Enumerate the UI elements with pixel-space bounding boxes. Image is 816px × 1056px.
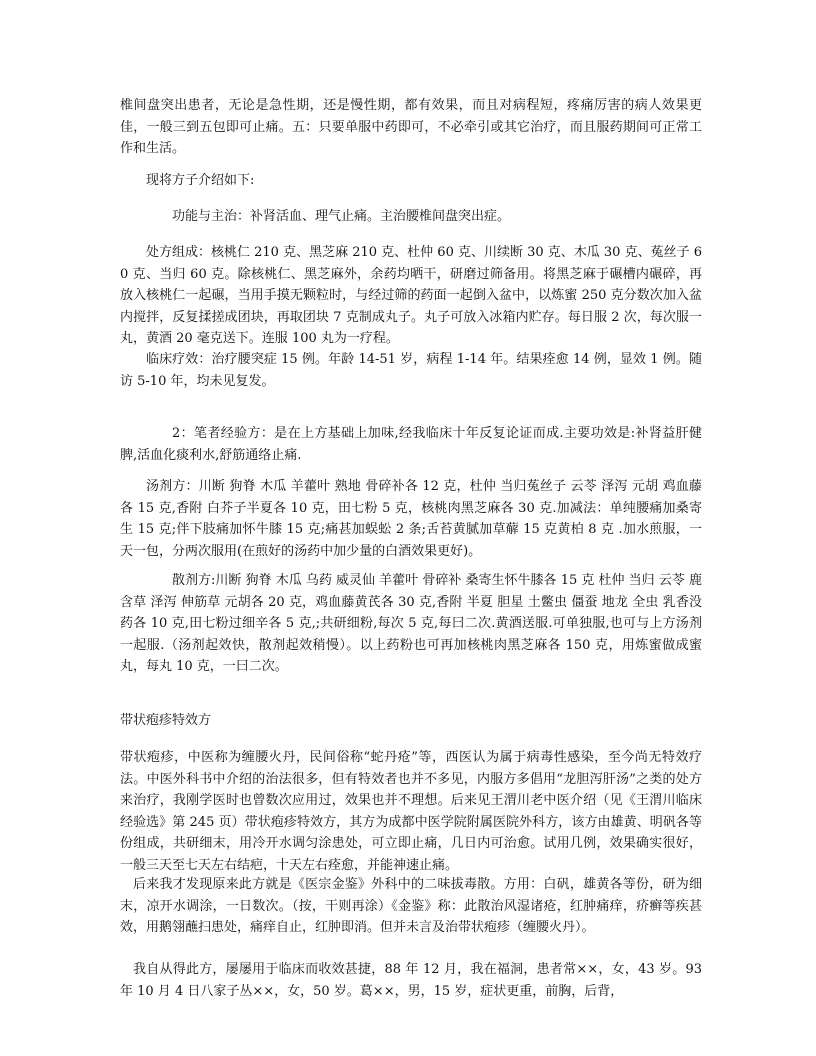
paragraph-clinical-cases: 我自从得此方，屡屡用于临床而收效甚捷，88 年 12 月，我在福洞，患者常××，女，43 岁。93 年 10 月 4 日八家子丛××，女，50 岁。葛××，男，15 岁，症状更重，前胸，后背， [120, 962, 702, 999]
paragraph-experience-formula: 2：笔者经验方：是在上方基础上加味,经我临床十年反复论证而成.主要功效是:补肾益肝健脾,活血化痰利水,舒筋通络止痛. [120, 426, 702, 463]
paragraph-intro-effects: 椎间盘突出患者，无论是急性期，还是慢性期，都有效果，而且对病程短，疼痛厉害的病人效果更佳，一般三到五包即可止痛。五：只要单服中药即可，不必牵引或其它治疗，而且服药期间可正常工作和生活。 [120, 98, 702, 156]
paragraph-clinical-efficacy: 临床疗效：治疗腰突症 15 例。年龄 14-51 岁，病程 1-14 年。结果痊愈 14 例，显效 1 例。随访 5-10 年，均未见复发。 [120, 352, 702, 389]
paragraph-powder-formula: 散剂方:川断 狗脊 木瓜 乌药 威灵仙 羊藿叶 骨碎补 桑寄生怀牛膝各 15 克 杜仲 当归 云苓 鹿含草 泽泻 伸筋草 元胡各 20 克，鸡血藤黄芪各 30 克,香附 半夏 胆星 土鳖虫 僵蚕 地龙 全虫 乳香没药各 10 克,田七粉过细辛各 5 克,;共研细粉,每次 5 克,每曰二次.黄酒送服.可单独服,也可与上方汤剂一起服.（汤剂起效快，散剂起效稍慢）。以上药粉也可再加核桃肉黑芝麻各 150 克，用炼蜜做成蜜丸，每丸 10 克，一曰二次。 [120, 573, 702, 674]
paragraph-prescription-composition: 处方组成：核桃仁 210 克、黑芝麻 210 克、杜仲 60 克、川续断 30 克、木瓜 30 克、菟丝子 60 克、当归 60 克。除核桃仁、黑芝麻外，余药均晒干，研磨过筛备用。将黑芝麻于碾槽内碾碎，再放入核桃仁一起碾，当用手摸无颗粒时，与经过筛的药面一起倒入盆中，以炼蜜 250 克分数次加入盆内搅拌，反复揉搓成团块，再取团块 7 克制成丸子。丸子可放入冰箱内贮存。每日服 2 次，每次服一丸，黄酒 20 毫克送下。连服 100 丸为一疗程。 [120, 245, 702, 346]
paragraph-function-indications: 功能与主治：补肾活血、理气止痛。主治腰椎间盘突出症。 [172, 209, 511, 224]
paragraph-herpes-background: 带状疱疹，中医称为缠腰火丹，民间俗称“蛇丹疮”等，西医认为属于病毒性感染，至今尚无特效疗法。中医外科书中介绍的治法很多，但有特效者也并不多见，内服方多倡用“龙胆泻肝汤”之类的处方来治疗，我刚学医时也曾数次应用过，效果也并不理想。后来见王渭川老中医介绍（见《王渭川临床经验选》第 245 页）带状疱疹特效方，其方为成都中医学院附属医院外科方，该方由雄黄、明矾各等份组成，共研细末，用冷开水调匀涂患处，可立即止痛，几日内可治愈。试用几例，效果确实很好，一般三天至七天左右结疤，十天左右痊愈，并能神速止痛。 [120, 750, 702, 873]
paragraph-discovery-of-formula: 后来我才发现原来此方就是《医宗金鉴》外科中的二味拔毒散。方用：白矾，雄黄各等份，研为细末，凉开水调涂，一日数次。（按，干则再涂）《金鉴》称：此散治风湿诸疮，红肿痛痒，疥癣等疾甚效，用鹅翎蘸扫患处，痛痒自止，红肿即消。但并未言及治带状疱疹（缠腰火丹）。 [120, 877, 702, 935]
paragraph-recipe-intro: 现将方子介绍如下: [146, 173, 255, 188]
section-heading-herpes-zoster: 带状疱疹特效方 [120, 713, 212, 728]
paragraph-decoction-formula: 汤剂方：川断 狗脊 木瓜 羊藿叶 熟地 骨碎补各 12 克，杜仲 当归菟丝子 云苓 泽泻 元胡 鸡血藤 各 15 克,香附 白芥子半夏各 10 克，田七粉 5 克，核桃肉黑芝麻各 30 克.加减法：单纯腰痛加桑寄生 15 克;伴下肢痛加怀牛膝 15 克;痛甚加蜈蚣 2 条;舌苔黄腻加草薢 15 克黄柏 8 克 .加水煎服，一天一包，分两次服用(在煎好的汤药中加少量的白酒效果更好)。 [120, 479, 702, 559]
